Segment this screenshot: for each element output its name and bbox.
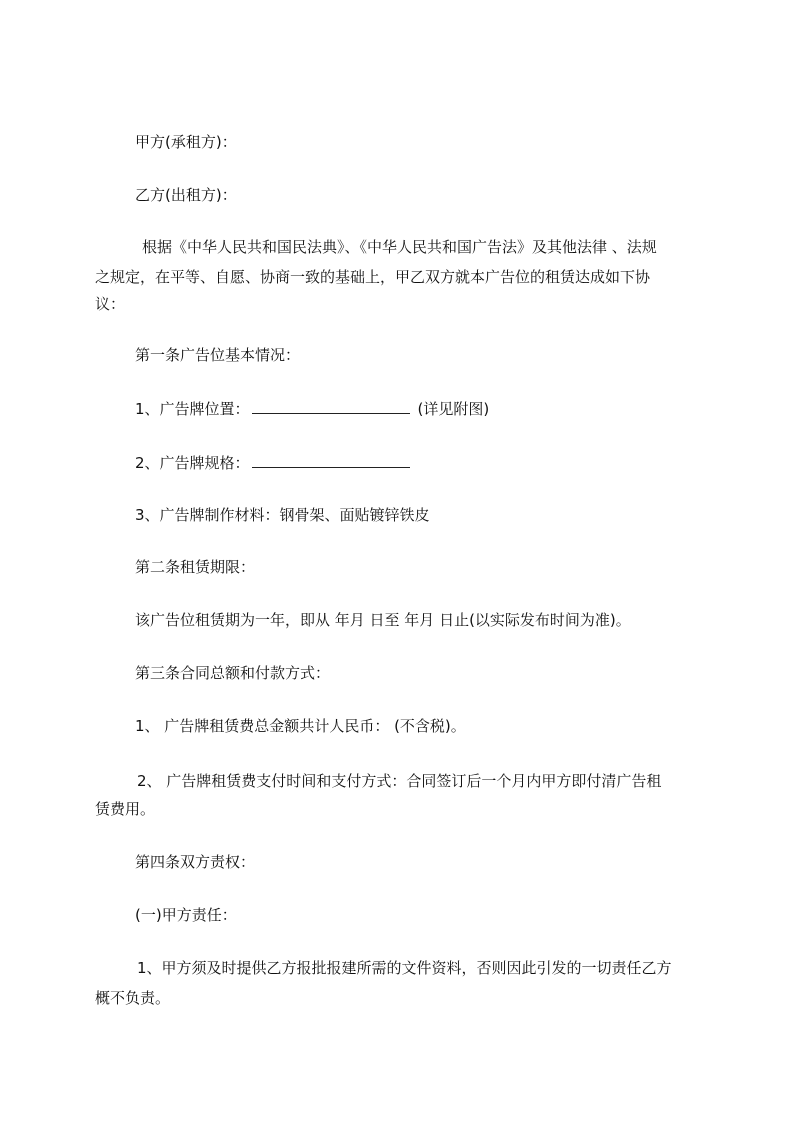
- item-1-note: (详见附图): [417, 400, 490, 418]
- preamble-line-3: 议：: [95, 295, 126, 313]
- article-1-title: 第一条广告位基本情况：: [135, 346, 301, 364]
- preamble-line-1: 根据《中华人民共和国民法典》、《中华人民共和国广告法》及其他法律 、法规: [142, 238, 657, 256]
- party-b-label: 乙方(出租方)：: [135, 186, 237, 204]
- location-blank-line: [252, 396, 410, 414]
- article-4-title: 第四条双方责权：: [135, 853, 256, 871]
- article-1-item-2: [135, 450, 418, 475]
- article-3-item-2-line-2: 赁费用。: [95, 800, 156, 818]
- article-1-item-1: [135, 396, 489, 421]
- article-4-item-1-line-1: 1、甲方须及时提供乙方报批报建所需的文件资料，否则因此引发的一切责任乙方: [137, 959, 672, 977]
- article-2-text: 该广告位租赁期为一年，即从 年月 日至 年月 日止(以实际发布时间为准)。: [135, 611, 631, 629]
- article-3-item-1: 1、 广告牌租赁费总金额共计人民币： (不含税)。: [135, 717, 466, 735]
- preamble-line-2: 之规定，在平等、自愿、协商一致的基础上，甲乙双方就本广告位的租赁达成如下协: [95, 268, 651, 286]
- article-4-subsection-1: (一)甲方责任：: [135, 906, 237, 924]
- item-2-label: 2、广告牌规格：: [135, 454, 250, 472]
- item-1-label: 1、广告牌位置：: [135, 400, 250, 418]
- article-2-title: 第二条租赁期限：: [135, 558, 256, 576]
- spec-blank-line: [252, 450, 410, 468]
- article-4-item-1-line-2: 概不负责。: [95, 989, 171, 1007]
- article-3-item-2-line-1: 2、 广告牌租赁费支付时间和支付方式：合同签订后一个月内甲方即付清广告租: [137, 772, 662, 790]
- article-3-title: 第三条合同总额和付款方式：: [135, 664, 331, 682]
- party-a-label: 甲方(承租方)：: [135, 133, 237, 151]
- article-1-item-3: 3、广告牌制作材料：钢骨架、面贴镀锌铁皮: [135, 506, 430, 524]
